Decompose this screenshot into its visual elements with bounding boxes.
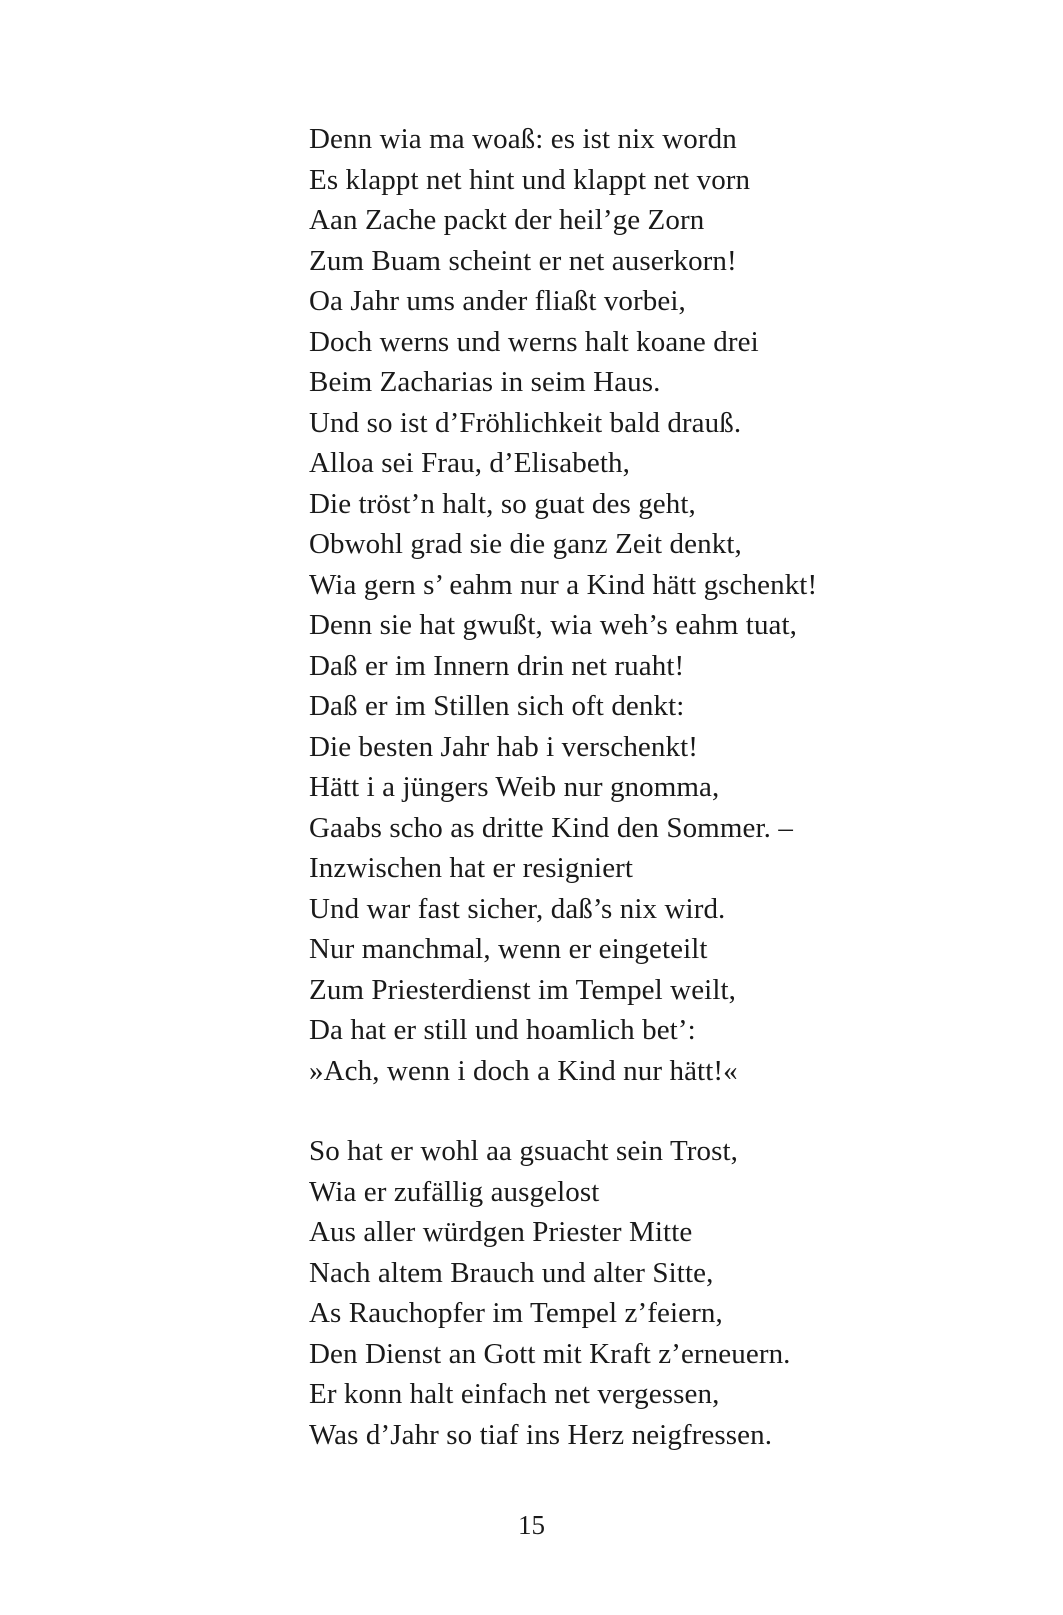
poem-line: Gaabs scho as dritte Kind den Sommer. – [309,811,793,844]
poem-line: Er konn halt einfach net vergessen, [309,1378,720,1410]
poem-line: Zum Buam scheint er net auserkorn! [309,244,737,277]
poem-line: Aan Zache packt der heil’ge Zorn [309,204,705,236]
poem-line: Beim Zacharias in seim Haus. [309,366,661,398]
poem-line: Daß er im Stillen sich oft denkt: [309,690,685,722]
poem-line: Denn wia ma woaß: es ist nix wordn [309,123,737,155]
poem-line: Und war fast sicher, daß’s nix wird. [309,892,726,925]
poem-line: Doch werns und werns halt koane drei [309,325,759,358]
poem-line: Aus aller würdgen Priester Mitte [309,1216,693,1248]
poem-line: Alloa sei Frau, d’Elisabeth, [309,447,630,479]
poem-line: Den Dienst an Gott mit Kraft z’erneuern. [309,1337,791,1370]
poem-line: Daß er im Innern drin net ruaht! [309,649,685,682]
poem-line: Die tröst’n halt, so guat des geht, [309,487,696,520]
poem-line: Es klappt net hint und klappt net vorn [309,163,751,196]
poem-line: Und so ist d’Fröhlichkeit bald drauß. [309,406,742,439]
poem-line: Oa Jahr ums ander fliaßt vorbei, [309,285,686,317]
poem-line: Da hat er still und hoamlich bet’: [309,1014,696,1046]
poem-line: Obwohl grad sie die ganz Zeit denkt, [309,528,742,560]
stanza-2 [309,1131,1029,1455]
poem-line: Was d’Jahr so tiaf ins Herz neigfressen. [309,1418,773,1451]
poem-line: Die besten Jahr hab i verschenkt! [309,730,699,763]
poem-line: Nach altem Brauch und alter Sitte, [309,1256,714,1289]
poem-line: Nur manchmal, wenn er eingeteilt [309,933,708,965]
poem-line: »Ach, wenn i doch a Kind nur hätt!« [309,1054,738,1087]
poem-line: As Rauchopfer im Tempel z’feiern, [309,1297,723,1329]
poem-line: Wia er zufällig ausgelost [309,1175,600,1208]
poem-line: Denn sie hat gwußt, wia weh’s eahm tuat, [309,609,798,641]
poem [309,119,1029,1455]
stanza-1 [309,119,1029,1091]
poem-line: Wia gern s’ eahm nur a Kind hätt gschenkt! [309,568,818,601]
page-number: 15 [518,1510,545,1540]
poem-line: Inzwischen hat er resigniert [309,852,634,884]
poem-line: Zum Priesterdienst im Tempel weilt, [309,973,737,1006]
poem-line: So hat er wohl aa gsuacht sein Trost, [309,1135,738,1167]
poem-line: Hätt i a jüngers Weib nur gnomma, [309,771,720,803]
